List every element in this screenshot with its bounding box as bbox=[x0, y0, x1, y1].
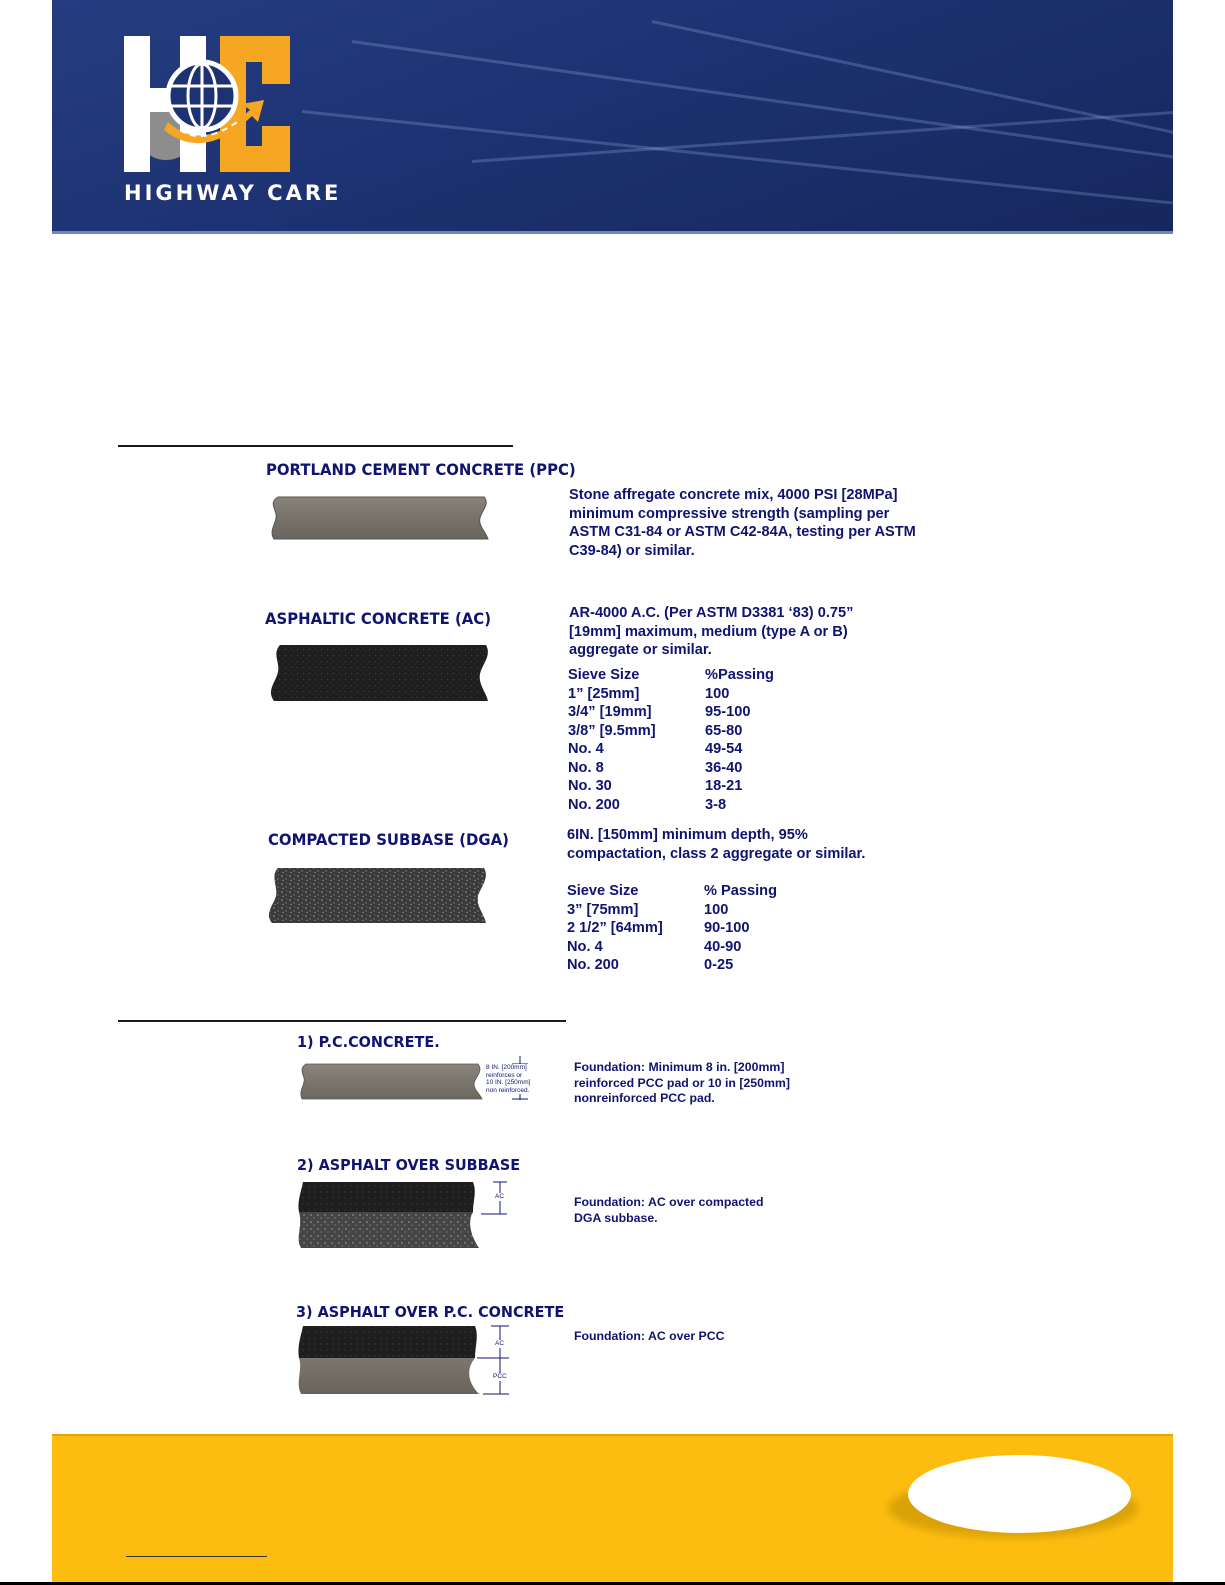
ac-description-line: aggregate or similar. bbox=[569, 642, 712, 658]
foundation-3-dimension-label-ac: AC bbox=[495, 1340, 505, 1347]
dga-description-line: 6IN. [150mm] minimum depth, 95% bbox=[567, 827, 808, 843]
ppc-description-line: minimum compressive strength (sampling per bbox=[569, 505, 890, 522]
sieve-passing: 49-54 bbox=[705, 741, 743, 757]
foundation-3-dimension-label-pcc: PCC bbox=[493, 1373, 507, 1380]
sieve-passing: 40-90 bbox=[704, 938, 742, 955]
ppc-description-line: C39-84) or similar. bbox=[569, 542, 695, 559]
foundation-description-line: Foundation: AC over PCC bbox=[574, 1329, 725, 1343]
dga-description bbox=[567, 826, 865, 863]
footer-rule bbox=[126, 1556, 267, 1557]
foundation-2-diagram bbox=[295, 1178, 515, 1252]
sieve-size: 3/8” [9.5mm] bbox=[568, 722, 656, 739]
sieve-size: 3/4” [19mm] bbox=[568, 704, 652, 720]
ac-description-line: AR-4000 A.C. (Per ASTM D3381 ‘83) 0.75” bbox=[569, 605, 854, 621]
sieve-passing: 65-80 bbox=[705, 722, 743, 739]
header-divider bbox=[52, 231, 1173, 234]
section-rule bbox=[118, 445, 513, 447]
sieve-size: No. 200 bbox=[568, 796, 620, 813]
dga-swatch bbox=[264, 866, 490, 926]
sieve-size: No. 8 bbox=[568, 759, 604, 776]
ac-description-line: [19mm] maximum, medium (type A or B) bbox=[569, 623, 848, 640]
foundation-2-description bbox=[574, 1195, 763, 1226]
ppc-swatch bbox=[266, 494, 492, 542]
section-rule bbox=[118, 1020, 566, 1022]
sieve-header-passing: % Passing bbox=[704, 883, 777, 899]
dimension-line: 10 IN. [250mm] bbox=[486, 1079, 531, 1086]
brand-name: HIGHWAY CARE bbox=[124, 181, 342, 205]
foundation-3-title: 3) ASPHALT OVER P.C. CONCRETE bbox=[296, 1303, 565, 1321]
sieve-size: 3” [75mm] bbox=[567, 901, 639, 918]
sieve-passing: 95-100 bbox=[705, 704, 751, 720]
banner-streak bbox=[302, 110, 1173, 212]
sieve-passing: 36-40 bbox=[705, 759, 743, 776]
sieve-passing: 100 bbox=[704, 901, 729, 918]
dimension-line: 8 IN. [200mm] bbox=[486, 1064, 527, 1071]
ac-description bbox=[569, 604, 853, 660]
dga-description-line: compactation, class 2 aggregate or similar. bbox=[567, 845, 866, 862]
sieve-header-passing: %Passing bbox=[705, 667, 774, 683]
dimension-line: non reinforced. bbox=[486, 1086, 530, 1094]
foundation-description-line: Foundation: Minimum 8 in. [200mm] bbox=[574, 1060, 785, 1074]
foundation-3-diagram bbox=[295, 1324, 515, 1398]
sieve-passing: 90-100 bbox=[704, 920, 750, 936]
ac-title: ASPHALTIC CONCRETE (AC) bbox=[265, 609, 492, 628]
foundation-description-line: nonreinforced PCC pad. bbox=[574, 1091, 715, 1105]
foundation-2-title: 2) ASPHALT OVER SUBBASE bbox=[297, 1156, 521, 1174]
foundation-description-line: DGA subbase. bbox=[574, 1210, 658, 1225]
banner-streak bbox=[472, 104, 1173, 163]
ppc-description-line: ASTM C31-84 or ASTM C42-84A, testing per ASTM bbox=[569, 524, 916, 540]
foundation-1-title: 1) P.C.CONCRETE. bbox=[297, 1033, 440, 1051]
ppc-title: PORTLAND CEMENT CONCRETE (PPC) bbox=[266, 460, 576, 479]
sieve-size: No. 200 bbox=[567, 957, 619, 973]
foundation-description-line: reinforced PCC pad or 10 in [250mm] bbox=[574, 1075, 790, 1090]
sieve-size: No. 4 bbox=[567, 938, 603, 955]
sieve-passing: 18-21 bbox=[705, 778, 743, 794]
sieve-header-size: Sieve Size bbox=[568, 667, 640, 683]
foundation-1-dimension-label bbox=[486, 1064, 530, 1094]
sieve-passing: 0-25 bbox=[704, 957, 734, 973]
sieve-size: No. 30 bbox=[568, 778, 612, 794]
sieve-header-size: Sieve Size bbox=[567, 883, 639, 899]
sieve-size: No. 4 bbox=[568, 741, 604, 757]
foundation-3-description bbox=[574, 1329, 725, 1345]
footer-page-badge bbox=[908, 1455, 1131, 1533]
ac-swatch bbox=[266, 642, 492, 704]
sieve-passing: 100 bbox=[705, 685, 730, 702]
ppc-description-line: Stone affregate concrete mix, 4000 PSI [28MPa] bbox=[569, 487, 898, 503]
dimension-line: reinforces or bbox=[486, 1071, 523, 1079]
foundation-2-dimension-label: AC bbox=[495, 1193, 505, 1200]
sieve-size: 2 1/2” [64mm] bbox=[567, 920, 663, 936]
dga-title: COMPACTED SUBBASE (DGA) bbox=[268, 830, 509, 849]
ppc-description bbox=[569, 486, 916, 560]
sieve-passing: 3-8 bbox=[705, 796, 727, 813]
sieve-size: 1” [25mm] bbox=[568, 685, 640, 702]
foundation-1-description bbox=[574, 1060, 790, 1107]
foundation-description-line: Foundation: AC over compacted bbox=[574, 1195, 764, 1209]
